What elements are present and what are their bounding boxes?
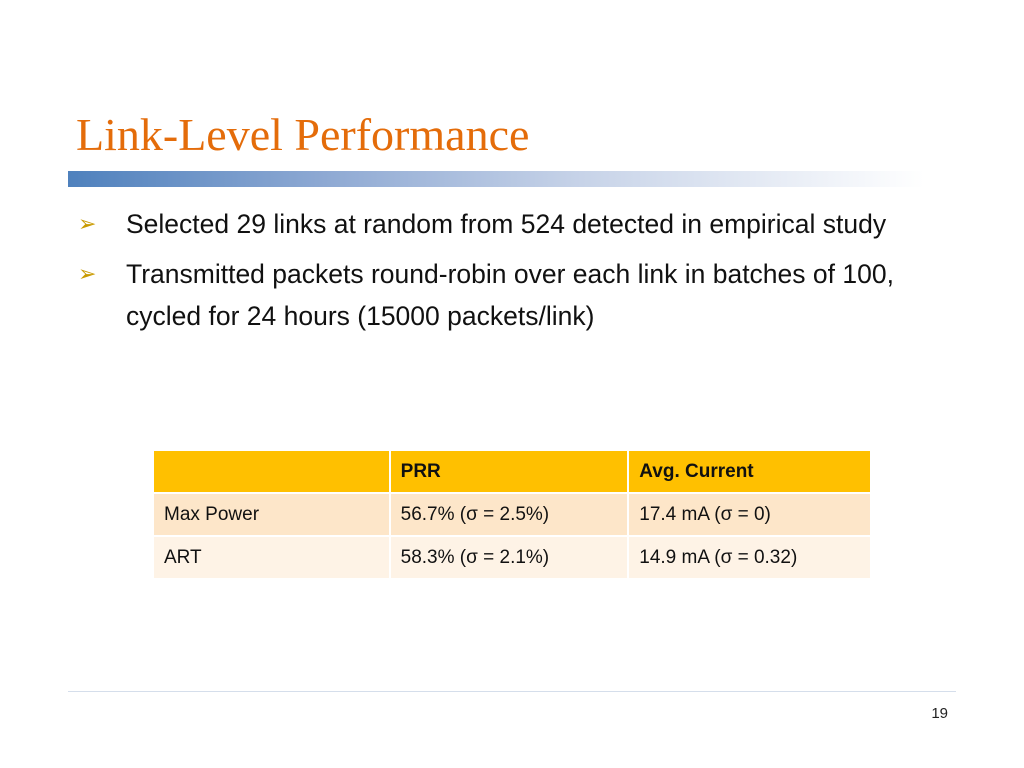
- row-label: Max Power: [154, 493, 390, 536]
- bullet-text: Transmitted packets round-robin over each link in batches of 100, cycled for 24 hours (15000 packets/link): [126, 259, 894, 331]
- header-cell-prr: PRR: [390, 451, 629, 493]
- arrow-bullet-icon: ➢: [78, 261, 97, 286]
- page-number: 19: [931, 705, 948, 722]
- footer-divider: [68, 691, 956, 692]
- title-underline: [68, 171, 924, 187]
- header-cell-avg-current: Avg. Current: [628, 451, 870, 493]
- results-table: [154, 451, 870, 580]
- current-cell: 14.9 mA (σ = 0.32): [628, 536, 870, 579]
- header-cell-blank: [154, 451, 390, 493]
- table-header-row: [154, 451, 870, 493]
- table-row: [154, 493, 870, 536]
- arrow-bullet-icon: ➢: [78, 211, 97, 236]
- bullet-item: [78, 253, 958, 337]
- bullet-item: [78, 203, 958, 245]
- table-row: [154, 536, 870, 579]
- row-label: ART: [154, 536, 390, 579]
- bullet-list: [78, 203, 958, 345]
- slide-title: Link-Level Performance: [76, 109, 530, 160]
- current-cell: 17.4 mA (σ = 0): [628, 493, 870, 536]
- bullet-text: Selected 29 links at random from 524 detected in empirical study: [126, 209, 887, 239]
- prr-cell: 56.7% (σ = 2.5%): [390, 493, 629, 536]
- prr-cell: 58.3% (σ = 2.1%): [390, 536, 629, 579]
